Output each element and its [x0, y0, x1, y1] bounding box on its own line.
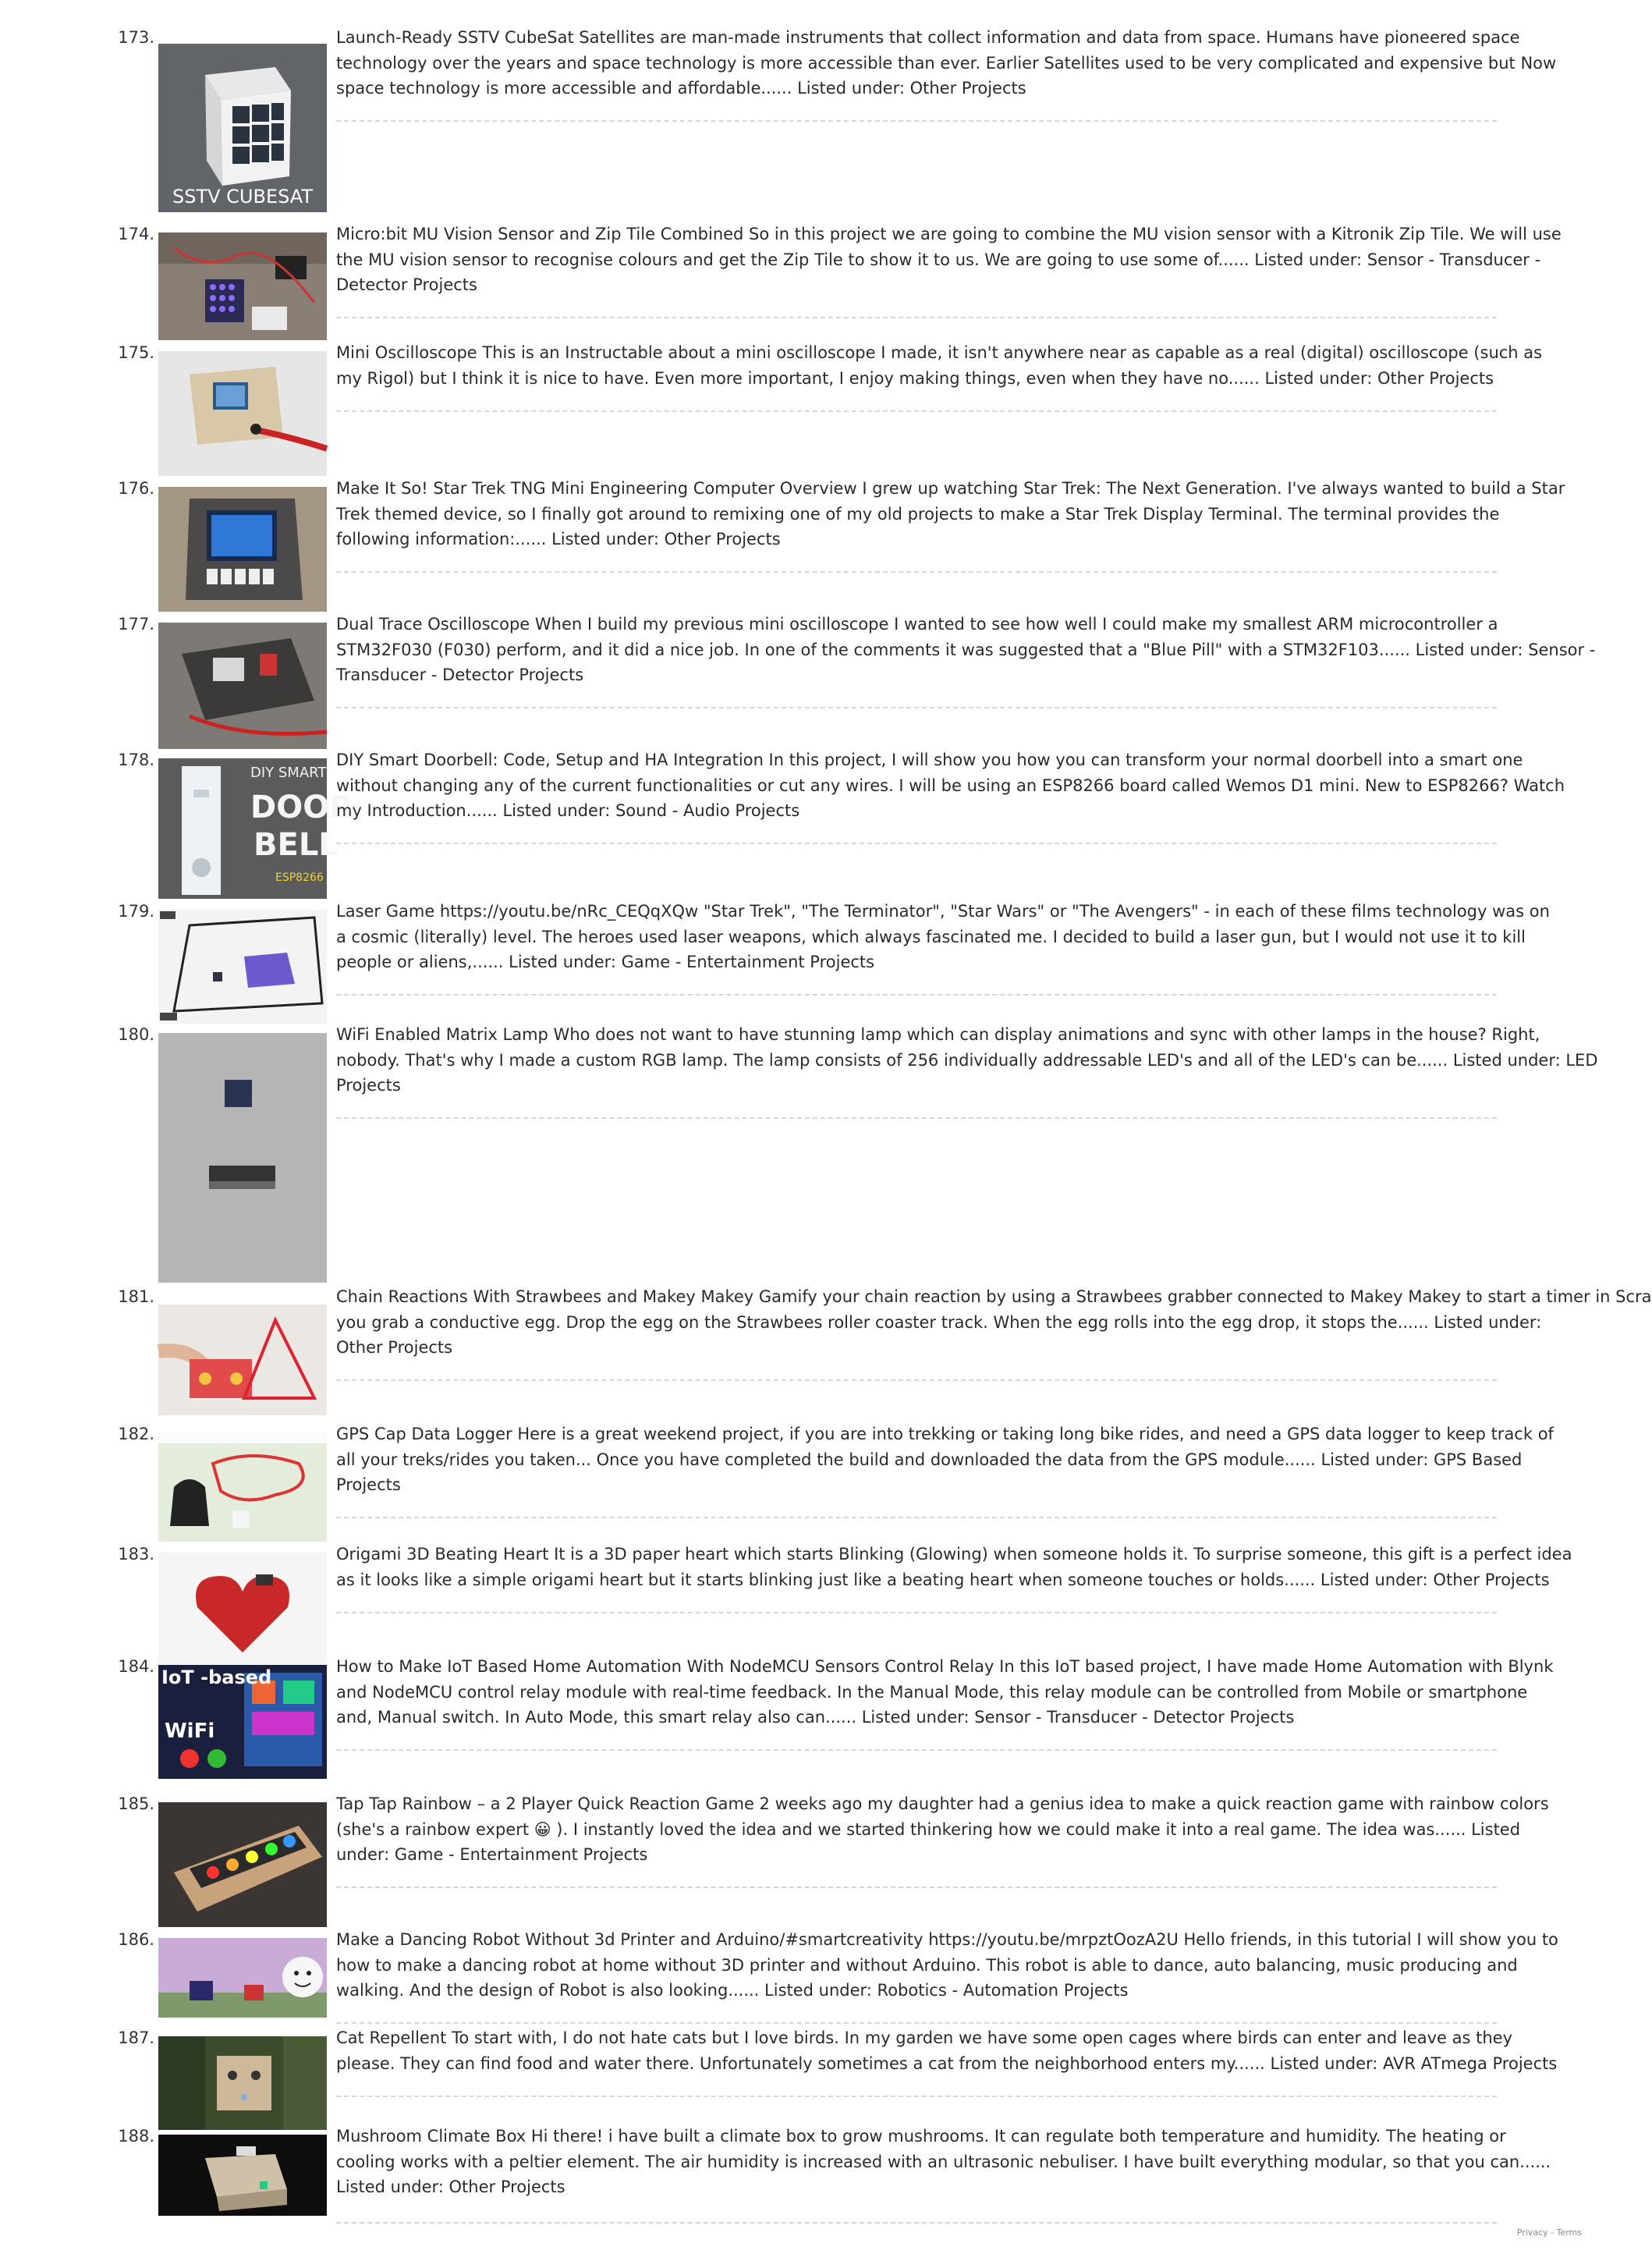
item-number: 185.	[118, 1794, 154, 1813]
item-thumbnail[interactable]	[158, 1665, 327, 1779]
item-number: 178.	[118, 751, 154, 769]
item-description[interactable]: Dual Trace Oscilloscope When I build my previous mini oscilloscope I wanted to see how well I could make my smallest ARM microcontroller a STM32F030 (F030) perform, and it did a nice job. In one of the comments it was suggested that a "Blue Pill" with a STM32F103...... Listed under: Sensor - Transducer - Detector Projects	[336, 615, 1596, 684]
item-thumbnail[interactable]	[158, 487, 327, 612]
microbit-image	[158, 232, 327, 340]
item-number: 180.	[118, 1025, 154, 1044]
thumbnail-caption: DIY SMART	[250, 765, 327, 781]
item-description[interactable]: Origami 3D Beating Heart It is a 3D paper heart which starts Blinking (Glowing) when someone holds it. To surprise someone, this gift is a perfect idea as it looks like a simple origami heart but it starts blinking just like a beating heart when someone touches or holds...... Listed under: Other Projects	[336, 1545, 1572, 1589]
divider	[336, 317, 1497, 318]
item-thumbnail[interactable]	[158, 351, 327, 476]
item-description[interactable]: WiFi Enabled Matrix Lamp Who does not want to have stunning lamp which can display animations and sync with other lamps in the house? Right, nobody. That's why I made a custom RGB lamp. The lamp consists of 256 individually addressable LED's and all of the LED's can be...... Listed under: LED Projects	[336, 1025, 1598, 1095]
thumbnail-caption: SSTV CUBESAT	[172, 186, 314, 208]
thumbnail-caption: WiFi	[165, 1720, 215, 1743]
item-number: 181.	[118, 1287, 154, 1306]
item-thumbnail[interactable]	[158, 1802, 327, 1927]
oscilloscope-image	[158, 351, 327, 476]
divider	[336, 707, 1497, 708]
divider	[336, 1379, 1497, 1381]
dual-trace-oscilloscope-image	[158, 623, 327, 749]
item-description[interactable]: Chain Reactions With Strawbees and Makey Makey Gamify your chain reaction by using a Strawbees grabber connected to Makey Makey to start a timer in Scra you grab a conductive egg. Drop the egg on the Strawbees roller coaster track. When the egg rolls into the egg drop, it stops the...... Listed under: Other Projects	[336, 1287, 1652, 1357]
item-description[interactable]: How to Make IoT Based Home Automation With NodeMCU Sensors Control Relay In this IoT based project, I have made Home Automation with Blynk and NodeMCU control relay module with real-time feedback. In the Manual Mode, this relay module can be controlled from Mobile or smartphone and, Manual switch. In Auto Mode, this smart relay also can...... Listed under: Sensor - Transducer - Detector Projects	[336, 1657, 1554, 1727]
divider	[336, 1517, 1497, 1518]
strawbees-image	[158, 1304, 327, 1415]
divider	[336, 1117, 1497, 1119]
item-thumbnail[interactable]	[158, 1432, 327, 1542]
dancing-robot-image	[158, 1938, 327, 2018]
item-thumbnail[interactable]	[158, 2036, 327, 2130]
item-thumbnail[interactable]	[158, 232, 327, 340]
thumbnail-caption: ESP8266	[275, 871, 324, 884]
item-number: 177.	[118, 615, 154, 634]
origami-heart-image	[158, 1553, 327, 1665]
laser-game-image	[158, 910, 327, 1024]
item-thumbnail[interactable]	[158, 2135, 327, 2216]
item-number: 183.	[118, 1545, 154, 1564]
divider	[336, 843, 1497, 844]
thumbnail-caption: DOOR	[250, 790, 354, 825]
item-thumbnail[interactable]	[158, 1304, 327, 1415]
item-number: 175.	[118, 343, 154, 362]
item-description[interactable]: GPS Cap Data Logger Here is a great weekend project, if you are into trekking or taking long bike rides, and need a GPS data logger to keep track of all your treks/rides you taken... Once you have completed the build and downloaded the data from the GPS module...... Listed under: GPS Based Projects	[336, 1425, 1554, 1494]
item-description[interactable]: Micro:bit MU Vision Sensor and Zip Tile Combined So in this project we are going to combine the MU vision sensor with a Kitronik Zip Tile. We will use the MU vision sensor to recognise colours and get the Zip Tile to show it to us. We are going to use some of...... Listed under: Sensor - Transducer - Detector Projects	[336, 225, 1562, 294]
item-description[interactable]: Mushroom Climate Box Hi there! i have built a climate box to grow mushrooms. It can regulate both temperature and humidity. The heating or cooling works with a peltier element. The air humidity is increased with an ultrasonic nebuliser. I have built everything modular, so that you can...... Listed under: Other Projects	[336, 2127, 1551, 2196]
item-thumbnail[interactable]	[158, 910, 327, 1024]
footer-separator: -	[1547, 2227, 1557, 2238]
item-description[interactable]: Make It So! Star Trek TNG Mini Engineering Computer Overview I grew up watching Star Trek: The Next Generation. I've always wanted to build a Star Trek themed device, so I finally got around to remixing one of my old projects to make a Star Trek Display Terminal. The terminal provides the following information:...... Listed under: Other Projects	[336, 479, 1565, 548]
item-number: 176.	[118, 479, 154, 498]
tap-tap-rainbow-image	[158, 1802, 327, 1927]
recaptcha-footer	[1517, 2227, 1582, 2238]
terms-link[interactable]: Terms	[1556, 2227, 1582, 2238]
item-number: 179.	[118, 902, 154, 921]
item-number: 186.	[118, 1930, 154, 1949]
divider	[336, 2022, 1497, 2024]
item-thumbnail[interactable]	[158, 1553, 327, 1665]
item-description[interactable]: Make a Dancing Robot Without 3d Printer and Arduino/#smartcreativity https://youtu.be/mrpztOozA2U Hello friends, in this tutorial I will show you to how to make a dancing robot at home without 3D printer and without Arduino. This robot is able to dance, auto balancing, music producing and walking. And the design of Robot is also looking...... Listed under: Robotics - Automation Projects	[336, 1930, 1558, 2000]
item-thumbnail[interactable]	[158, 623, 327, 749]
divider	[336, 2222, 1497, 2224]
item-description[interactable]: Cat Repellent To start with, I do not hate cats but I love birds. In my garden we have some open cages where birds can enter and leave as they please. They can find food and water there. Unfortunately sometimes a cat from the neighborhood enters my...... Listed under: AVR ATmega Projects	[336, 2029, 1558, 2073]
gps-logger-image	[158, 1432, 327, 1542]
matrix-lamp-image	[158, 1033, 327, 1283]
item-description[interactable]: DIY Smart Doorbell: Code, Setup and HA Integration In this project, I will show you how you can transform your normal doorbell into a smart one without changing any of the current functionalities or cut any wires. I will be using an ESP8266 board called Wemos D1 mini. New to ESP8266? Watch my Introduction...... Listed under: Sound - Audio Projects	[336, 751, 1565, 820]
item-number: 188.	[118, 2127, 154, 2146]
thumbnail-caption: IoT -based	[161, 1666, 272, 1688]
privacy-link[interactable]: Privacy	[1516, 2227, 1548, 2238]
divider	[336, 410, 1497, 412]
divider	[336, 1887, 1497, 1888]
item-description[interactable]: Launch-Ready SSTV CubeSat Satellites are man-made instruments that collect information and data from space. Humans have pioneered space technology over the years and space technology is more accessible than ever. Earlier Satellites used to be very complicated and expensive but Now space technology is more accessible and affordable...... Listed under: Other Projects	[336, 28, 1557, 98]
star-trek-terminal-image	[158, 487, 327, 612]
item-number: 187.	[118, 2029, 154, 2047]
item-thumbnail[interactable]	[158, 1033, 327, 1283]
mushroom-climate-box-image	[158, 2135, 327, 2216]
item-description[interactable]: Mini Oscilloscope This is an Instructable about a mini oscilloscope I made, it isn't anywhere near as capable as a real (digital) oscilloscope (such as my Rigol) but I think it is nice to have. Even more important, I enjoy making things, even when they have no...... Listed under: Other Projects	[336, 343, 1543, 388]
item-thumbnail[interactable]	[158, 44, 327, 212]
item-number: 182.	[118, 1425, 154, 1443]
divider	[336, 1749, 1497, 1751]
item-number: 173.	[118, 28, 154, 47]
item-number: 184.	[118, 1657, 154, 1676]
divider	[336, 571, 1497, 573]
item-description[interactable]: Laser Game https://youtu.be/nRc_CEQqXQw "Star Trek", "The Terminator", "Star Wars" or "The Avengers" - in each of these films technology was on a cosmic (literally) level. The heroes used laser weapons, which always fascinated me. I decided to build a laser gun, but I would not use it to kill people or aliens,...... Listed under: Game - Entertainment Projects	[336, 902, 1550, 971]
item-thumbnail[interactable]	[158, 1938, 327, 2018]
divider	[336, 994, 1497, 996]
divider	[336, 120, 1497, 122]
item-thumbnail[interactable]	[158, 758, 354, 899]
thumbnail-caption: BELL	[253, 827, 339, 863]
item-description[interactable]: Tap Tap Rainbow – a 2 Player Quick Reaction Game 2 weeks ago my daughter had a genius idea to make a quick reaction game with rainbow colors (she's a rainbow expert 😀 ). I instantly loved the idea and we started thinkering how we could make it into a real game. The idea was...... Listed under: Game - Entertainment Projects	[336, 1794, 1549, 1864]
divider	[336, 2096, 1497, 2097]
item-number: 174.	[118, 225, 154, 243]
divider	[336, 1612, 1497, 1613]
cat-repellent-image	[158, 2036, 327, 2130]
